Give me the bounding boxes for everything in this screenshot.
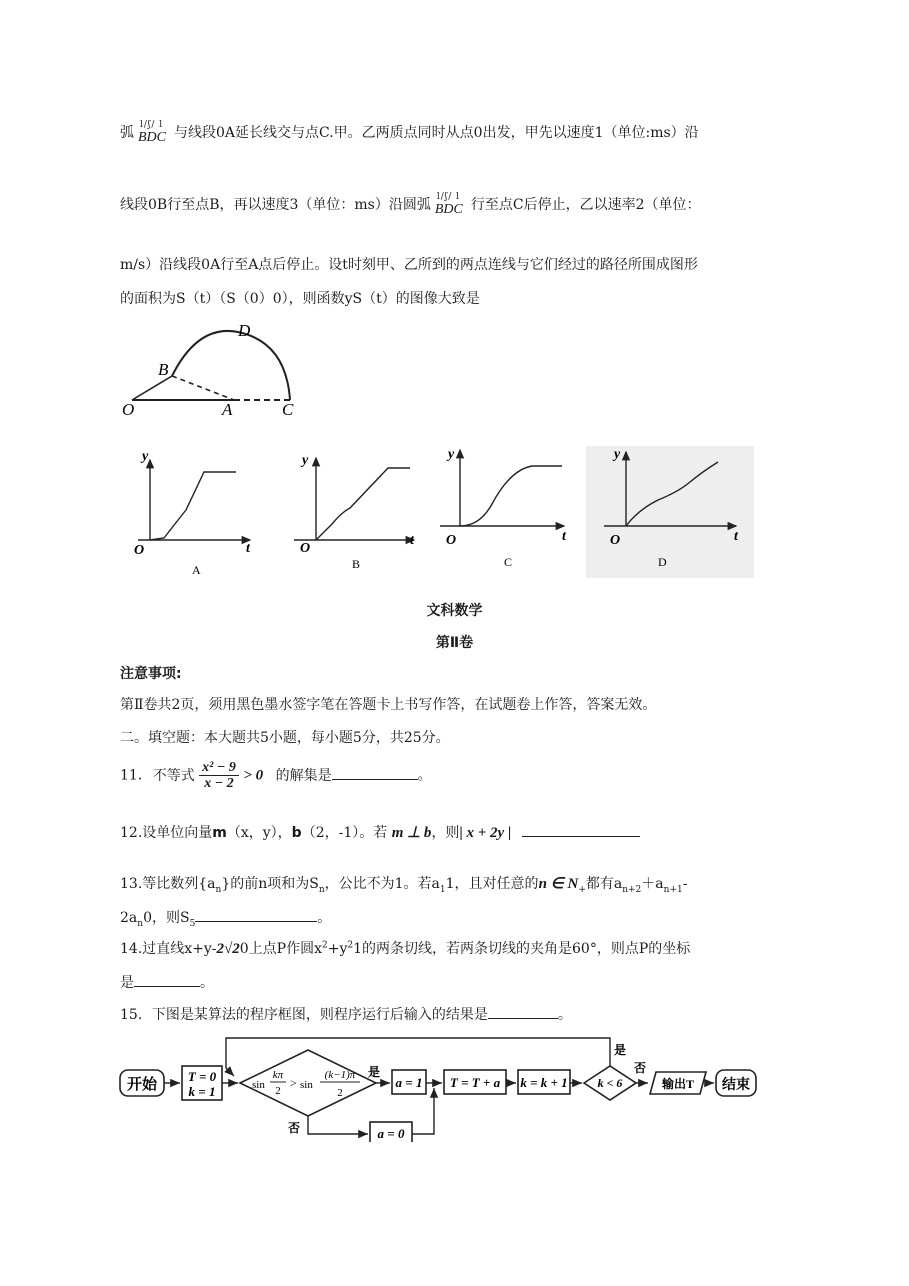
graph-c-label: C xyxy=(504,555,513,569)
q11-post: 的解集是 xyxy=(275,767,332,784)
q13-mid3: 1，且对任意的 xyxy=(445,876,539,892)
q11-pre: 不等式 xyxy=(152,767,195,784)
graph-b xyxy=(294,453,415,571)
p10-line3: m/s）沿线段0A行至A点后停止。设t时刻甲、乙所到的两点连线与它们经过的路径所围成图形 xyxy=(120,257,698,273)
segment-ba-dashed xyxy=(172,376,234,400)
part2-heading: 二。填空题：本大题共5小题，每小题5分，共25分。 xyxy=(120,730,450,746)
p10-line4: 的面积为S（t）（S（0）0），则函数yS（t）的图像大致是 xyxy=(120,291,480,307)
q15 xyxy=(120,1004,572,1024)
fc-yes2: 是 xyxy=(614,1043,627,1057)
q14-mid3: 1的两条切线，若两条切线的夹角是60°，则点P的坐标 xyxy=(353,941,691,957)
q12-b: b xyxy=(291,825,302,841)
fc-start-text: 开始 xyxy=(126,1077,158,1093)
fc-yes1: 是 xyxy=(368,1065,381,1079)
q13-cond-sub: + xyxy=(578,884,586,895)
fc-cond1-sin-a: sin xyxy=(252,1079,265,1091)
q13-sub-n: n xyxy=(215,884,222,895)
q13-sub-n-b: n xyxy=(318,884,325,895)
p10-line2 xyxy=(120,194,700,216)
q13-sub-5: 5 xyxy=(189,918,196,929)
q13-cond: n ∈ N xyxy=(538,876,579,892)
q15-end: 。 xyxy=(557,1007,572,1023)
p10-line1-post: 与线段0A延长线交与点C.甲。乙两质点同时从点0出发，甲先以速度1（单位:ms）沿 xyxy=(174,125,699,141)
fc-end-text: 结束 xyxy=(722,1078,750,1093)
arc-label: BDC xyxy=(434,202,463,217)
notice-title: 注意事项: xyxy=(120,666,182,682)
q11-answer-blank[interactable] xyxy=(332,767,418,780)
q11-frac-den: x − 2 xyxy=(204,776,234,791)
graph-a-o: O xyxy=(134,543,145,558)
notice-text: 第Ⅱ卷共2页，须用黑色墨水签字笔在答题卡上书写作答，在试题卷上作答，答案无效。 xyxy=(120,697,657,713)
q14-line2-end: 。 xyxy=(200,975,214,991)
p10-line1-pre: 弧 xyxy=(120,125,134,141)
fc-cond2-text: k < 6 xyxy=(597,1076,623,1090)
q11-num: 11. xyxy=(120,767,143,784)
graph-c-t: t xyxy=(562,529,566,544)
graph-a-y: y xyxy=(142,449,149,464)
q11-end: 。 xyxy=(417,767,432,784)
q14-line1 xyxy=(120,938,690,958)
graph-c-y: y xyxy=(448,447,455,462)
graph-c xyxy=(440,447,567,569)
q13-mid2: ，公比不为1。若a xyxy=(324,876,440,892)
section-subtitle: 第Ⅱ卷 xyxy=(435,635,474,651)
q14-mid1: 0上点P作圆x xyxy=(239,941,322,957)
fc-init-t: T = 0 xyxy=(187,1069,217,1084)
q14-pre: 14.过直线x+y- xyxy=(120,941,217,957)
q13-sub-n-c: n xyxy=(137,918,144,929)
fc-cond1-right-num: (k−1)π xyxy=(324,1069,356,1081)
q12 xyxy=(120,822,640,842)
arc-bdc-symbol xyxy=(136,122,172,144)
q12-answer-blank[interactable] xyxy=(522,824,640,837)
fc-output-text: 输出T xyxy=(661,1077,695,1091)
graph-a-label: A xyxy=(192,563,201,577)
graph-b-label: B xyxy=(352,557,361,571)
graph-b-y: y xyxy=(302,453,309,468)
arc-top-marks: l/ʃ/ l xyxy=(140,120,164,130)
fc-cond1-left-num: kπ xyxy=(272,1069,284,1081)
fc-cond1-left-den: 2 xyxy=(275,1085,281,1097)
graph-d-y: y xyxy=(614,447,621,462)
fc-cond1-gt: > xyxy=(290,1076,297,1090)
q14-line2-pre: 是 xyxy=(120,975,134,991)
q14-sup-a: 2 xyxy=(322,940,328,951)
q13-sub-n1: n+1 xyxy=(663,884,683,895)
fc-no2: 否 xyxy=(634,1061,647,1075)
segment-ob xyxy=(132,376,172,400)
q14-line2 xyxy=(120,972,214,992)
fc-sum-text: T = T + a xyxy=(449,1075,501,1090)
fc-a1-text: a = 1 xyxy=(395,1075,423,1090)
q13-line2-end: 。 xyxy=(317,910,332,926)
q13-line2-mid: 0，则S xyxy=(143,910,190,926)
section-title: 文科数学 xyxy=(426,603,483,619)
p10-line2-pre: 线段0B行至点B，再以速度3（单位：ms）沿圆弧 xyxy=(120,197,431,213)
flowchart xyxy=(118,1032,758,1142)
graph-d-o: O xyxy=(610,533,621,548)
label-o: O xyxy=(122,400,135,419)
answer-graphs xyxy=(118,440,758,580)
q15-answer-blank[interactable] xyxy=(488,1006,558,1019)
q13-mid4: 都有a xyxy=(585,876,623,892)
q13-mid5: ＋a xyxy=(641,876,664,892)
q12-b-coords: （2，-1）。若 xyxy=(301,825,388,841)
q13-line2 xyxy=(120,907,331,929)
q14-sup-b: 2 xyxy=(347,940,354,951)
q12-m-coords: （x，y）， xyxy=(226,825,292,841)
fc-no1: 否 xyxy=(288,1121,301,1135)
q11-rel: > 0 xyxy=(243,767,264,784)
graph-a xyxy=(134,449,251,577)
graph-b-t: t xyxy=(410,533,414,548)
q14-radical: 2√2 xyxy=(216,941,240,957)
q11-fraction xyxy=(199,760,239,791)
graph-c-o: O xyxy=(446,533,457,548)
label-c: C xyxy=(282,400,294,419)
label-a: A xyxy=(222,400,233,419)
graph-b-o: O xyxy=(300,541,311,556)
q14-answer-blank[interactable] xyxy=(134,974,200,987)
q11-frac-num: x² − 9 xyxy=(199,760,239,776)
q13-sub-n2: n+2 xyxy=(622,884,642,895)
fc-inc-text: k = k + 1 xyxy=(520,1075,568,1090)
q12-expr: | x + 2y | xyxy=(459,825,512,841)
p10-line1 xyxy=(120,122,699,144)
arc-bdc xyxy=(172,331,290,400)
q13-mid1: }的前n项和为S xyxy=(221,876,319,892)
q12-cond: m ⊥ b xyxy=(391,825,432,841)
arc-bdc-symbol-2 xyxy=(433,194,469,216)
geometry-figure xyxy=(118,320,318,420)
label-d: D xyxy=(238,321,251,340)
q14-mid2: +y xyxy=(327,941,348,957)
q13-line1 xyxy=(120,873,687,895)
q11 xyxy=(120,760,432,791)
q13-line2-pre: 2a xyxy=(120,910,138,926)
fc-cond1-right-den: 2 xyxy=(337,1087,343,1099)
q15-text: 15．下图是某算法的程序框图，则程序运行后输入的结果是 xyxy=(120,1007,488,1023)
q13-answer-blank[interactable] xyxy=(195,909,317,922)
q12-then: ，则 xyxy=(431,825,460,841)
arc-top-marks: l/ʃ/ l xyxy=(436,192,460,202)
q13-pre: 13.等比数列{a xyxy=(120,876,216,892)
graph-d-t: t xyxy=(734,529,738,544)
graph-a-t: t xyxy=(246,541,250,556)
arc-label: BDC xyxy=(138,130,166,145)
fc-a0-text: a = 0 xyxy=(377,1126,405,1141)
graph-d-label: D xyxy=(658,555,667,569)
q12-m: m xyxy=(212,825,227,841)
q13-sub-1: 1 xyxy=(439,884,446,895)
q12-pre: 12.设单位向量 xyxy=(120,825,213,841)
q13-end1: - xyxy=(682,876,688,892)
fc-init-k: k = 1 xyxy=(188,1084,216,1099)
fc-cond1-sin-b: sin xyxy=(300,1079,313,1091)
label-b: B xyxy=(158,360,169,379)
graph-d-background xyxy=(586,446,754,578)
p10-line2-post: 行至点C后停止，乙以速率2（单位： xyxy=(470,197,701,213)
